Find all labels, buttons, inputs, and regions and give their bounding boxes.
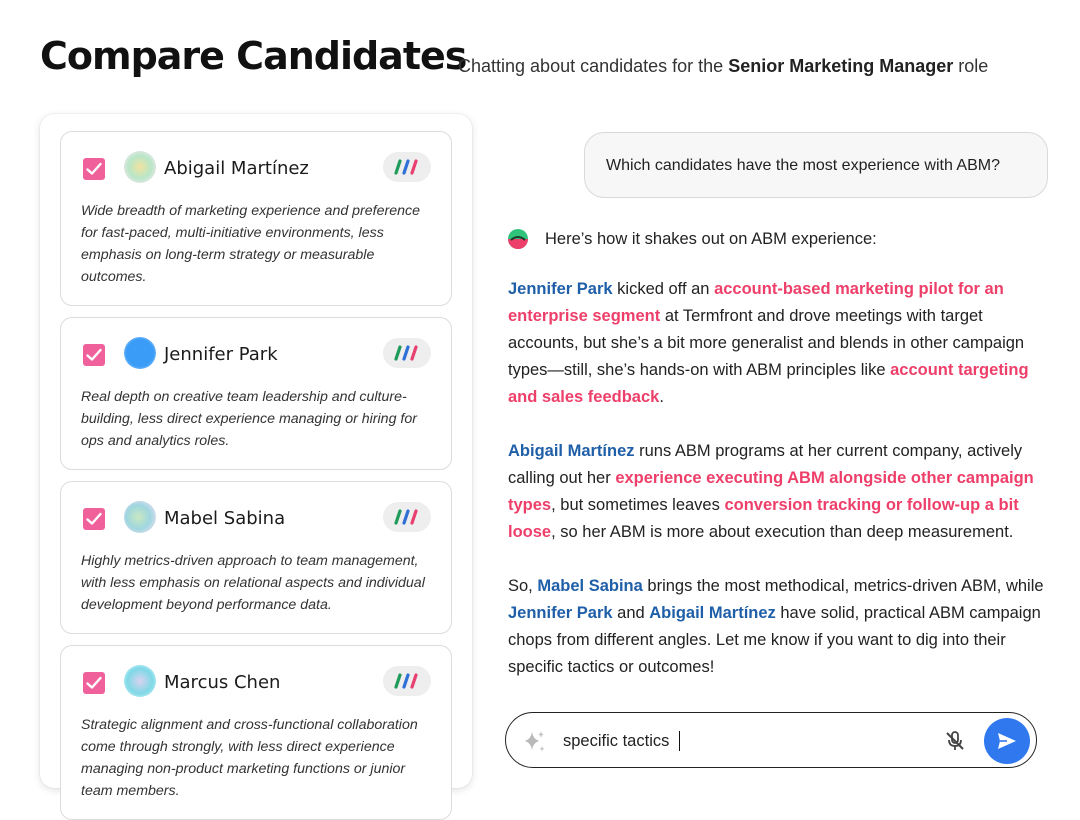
sparkle-icon [522, 729, 548, 755]
candidate-name: Abigail Martínez [164, 158, 309, 179]
check-icon [86, 676, 102, 690]
candidate-card-abigail-martinez[interactable] [60, 131, 452, 306]
candidate-mention[interactable]: Abigail Martínez [649, 604, 776, 622]
candidate-checkbox[interactable] [83, 158, 105, 180]
evidence-highlight[interactable]: conversion tracking or follow-up a bit loose [508, 496, 1019, 541]
send-button[interactable] [984, 718, 1030, 764]
candidate-card-jennifer-park[interactable] [60, 317, 452, 470]
answer-paragraph-2: Abigail Martínez runs ABM programs at her current company, actively calling out her experience executing ABM alongside other campaign types, but sometimes leaves conversion tracking or follow-up a bit loose, so her ABM is more about execution than deep measurement. [508, 442, 1034, 541]
chat-composer[interactable] [505, 712, 1037, 768]
text-caret [679, 731, 680, 751]
avatar [124, 665, 156, 697]
candidate-description: Real depth on creative team leadership and culture-building, less direct experience managing or hiring for ops and analytics roles. [81, 389, 417, 449]
evidence-highlight[interactable]: account targeting and sales feedback [508, 361, 1029, 406]
candidate-mention[interactable]: Abigail Martínez [508, 442, 635, 460]
candidate-name: Marcus Chen [164, 672, 281, 693]
candidate-description: Strategic alignment and cross-functional collaboration come through strongly, with less direct experience managing non-product marketing functions or junior team members. [81, 717, 418, 799]
candidate-options-button[interactable] [383, 666, 431, 696]
evidence-highlight[interactable]: experience executing ABM alongside other campaign types [508, 469, 1034, 514]
page-title: Compare Candidates [40, 34, 467, 78]
assistant-avatar-icon [507, 228, 529, 250]
send-icon [996, 730, 1018, 752]
candidate-checkbox[interactable] [83, 344, 105, 366]
tricolor-slash-icon [394, 159, 420, 175]
candidate-name: Mabel Sabina [164, 508, 286, 529]
chat-input[interactable] [563, 730, 943, 752]
tricolor-slash-icon [394, 345, 420, 361]
candidate-description: Wide breadth of marketing experience and preference for fast-paced, multi-initiative environments, less emphasis on long-term strategy or measurable outcomes. [81, 203, 420, 285]
candidate-card-marcus-chen[interactable] [60, 645, 452, 820]
mic-off-icon[interactable] [943, 729, 967, 753]
answer-paragraph-3: So, Mabel Sabina brings the most methodical, metrics-driven ABM, while Jennifer Park and Abigail Martínez have solid, practical ABM campaign chops from different angles. Let me know if you want to dig into their specific tactics or outcomes! [508, 577, 1044, 676]
check-icon [86, 162, 102, 176]
answer-paragraph-1: Jennifer Park kicked off an account-based marketing pilot for an enterprise segment at Termfront and drove meetings with target accounts, but she’s a bit more generalist and blends in other campaign types—still, she’s hands-on with ABM principles like account targeting and sales feedback. [508, 280, 1029, 406]
assistant-intro: Here’s how it shakes out on ABM experience: [545, 230, 877, 248]
tricolor-slash-icon [394, 673, 420, 689]
candidate-name: Jennifer Park [164, 344, 278, 365]
candidate-mention[interactable]: Mabel Sabina [537, 577, 643, 595]
candidate-description: Highly metrics-driven approach to team management, with less emphasis on relational aspects and individual development beyond performance data. [81, 553, 425, 613]
candidate-options-button[interactable] [383, 502, 431, 532]
candidate-checkbox[interactable] [83, 672, 105, 694]
evidence-highlight[interactable]: account-based marketing pilot for an enterprise segment [508, 280, 1004, 325]
candidate-options-button[interactable] [383, 152, 431, 182]
user-message-bubble: Which candidates have the most experience with ABM? [584, 132, 1048, 198]
tricolor-slash-icon [394, 509, 420, 525]
avatar [124, 151, 156, 183]
avatar [124, 501, 156, 533]
candidate-options-button[interactable] [383, 338, 431, 368]
role-name: Senior Marketing Manager [728, 56, 954, 76]
check-icon [86, 348, 102, 362]
candidate-mention[interactable]: Jennifer Park [508, 604, 613, 622]
avatar [124, 337, 156, 369]
candidate-list-panel[interactable] [40, 114, 472, 799]
candidate-checkbox[interactable] [83, 508, 105, 530]
check-icon [86, 512, 102, 526]
page-subtitle: Chatting about candidates for the Senior Marketing Manager role [458, 56, 989, 76]
candidate-mention[interactable]: Jennifer Park [508, 280, 613, 298]
candidate-card-mabel-sabina[interactable] [60, 481, 452, 634]
